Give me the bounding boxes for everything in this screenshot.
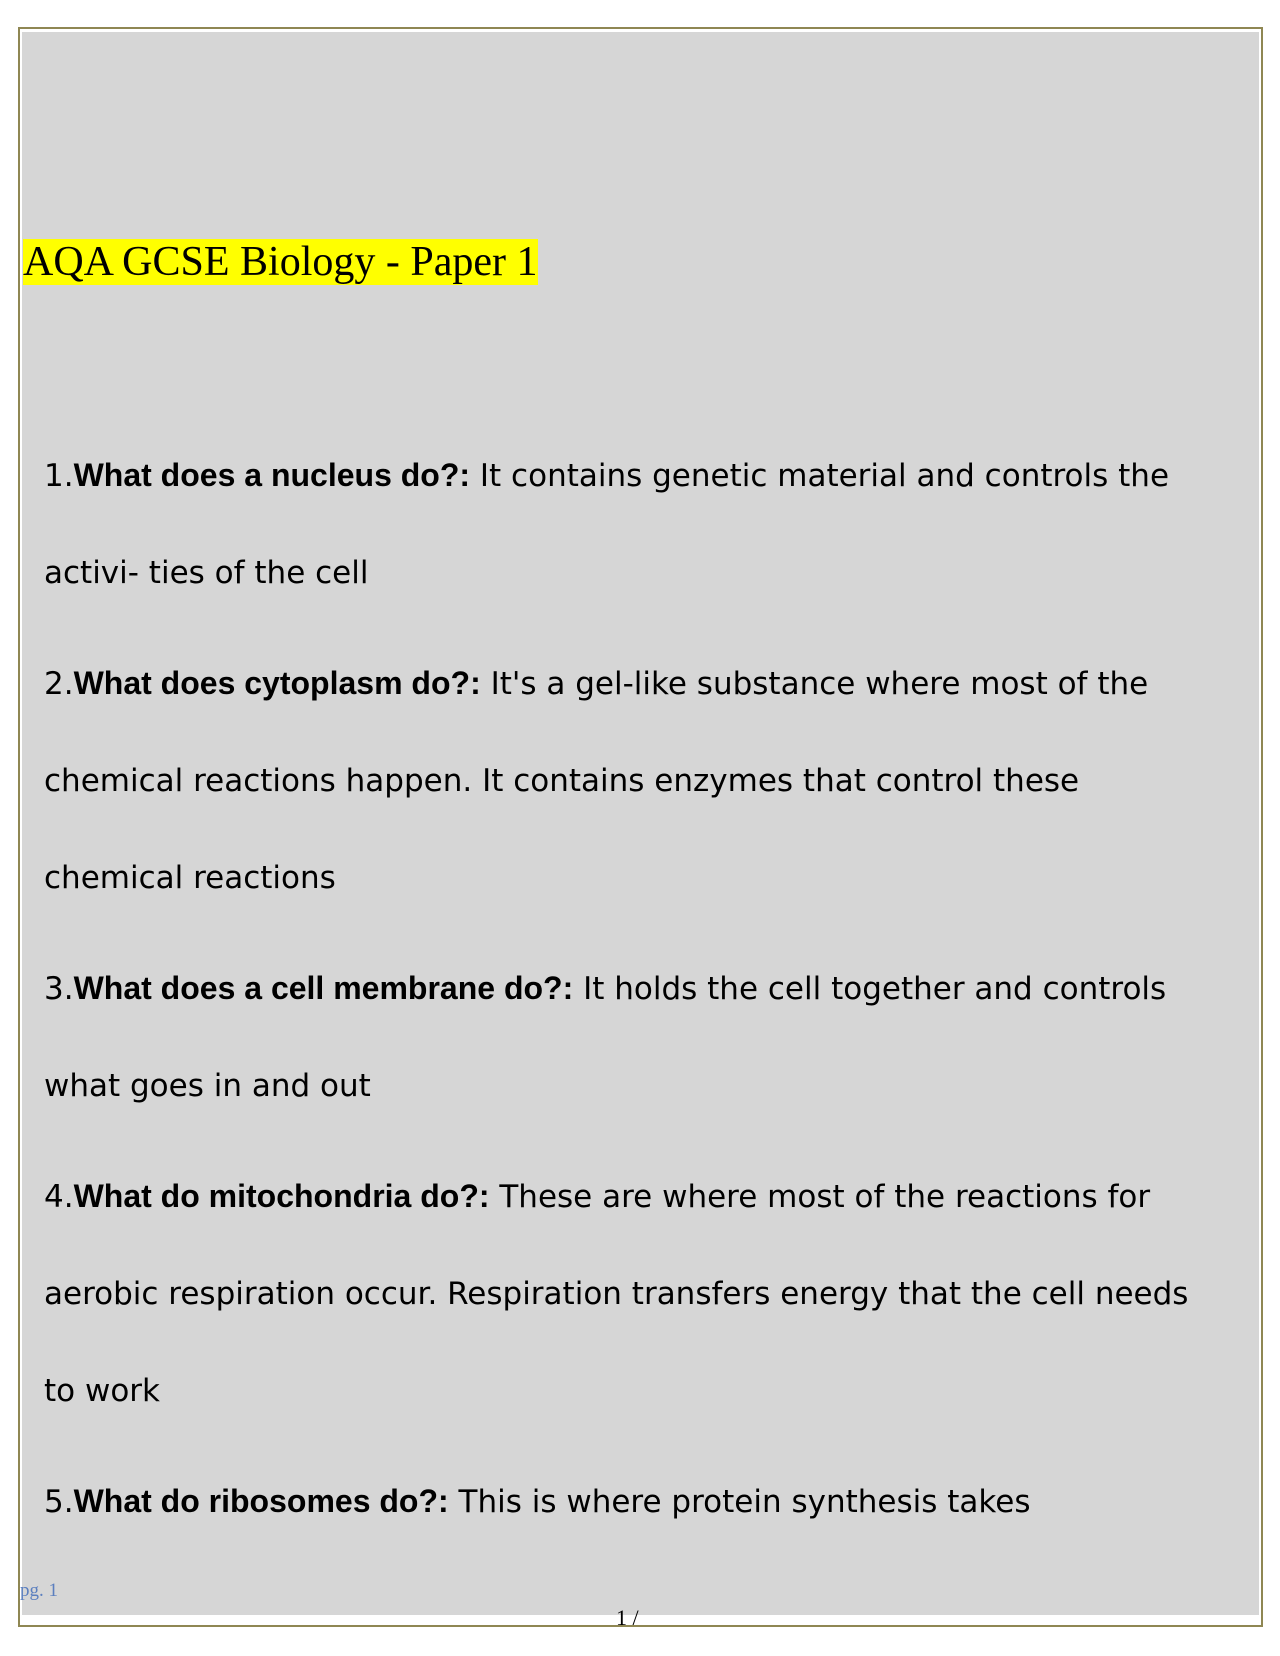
question-text: What does a nucleus do?: [73, 457, 471, 493]
qa-item [44, 940, 1214, 1135]
page-counter: 1 / [616, 1605, 639, 1630]
item-number: 1. [44, 458, 74, 494]
question-text: What does a cell membrane do?: [73, 970, 574, 1006]
qa-item [44, 427, 1214, 622]
qa-item [44, 1453, 1214, 1551]
document-title [23, 237, 540, 287]
page-footer-label: pg. 1 [20, 1580, 58, 1601]
question-text: What do ribosomes do?: [73, 1483, 449, 1519]
item-number: 4. [44, 1179, 74, 1215]
qa-item [44, 635, 1214, 927]
item-number: 3. [44, 971, 74, 1007]
page-content [22, 32, 1259, 1615]
document-page [18, 27, 1263, 1627]
question-text: What do mitochondria do?: [73, 1178, 490, 1214]
answer-text: This is where protein synthesis takes [448, 1484, 1031, 1520]
answer-text: These are where most of the reactions for aerobic respiration occur. Respiration transfers energy that the cell needs to work [44, 1179, 1189, 1409]
qa-list [44, 427, 1214, 1564]
item-number: 2. [44, 666, 74, 702]
answer-text: It contains genetic material and controls the activi- ties of the cell [44, 458, 1170, 591]
question-text: What does cytoplasm do?: [73, 665, 481, 701]
item-number: 5. [44, 1484, 74, 1520]
answer-text: It holds the cell together and controls what goes in and out [44, 971, 1167, 1104]
answer-text: It's a gel-like substance where most of the chemical reactions happen. It contains enzymes that control these chemical reactions [44, 666, 1149, 896]
title-highlight: AQA GCSE Biology - Paper 1 [23, 239, 538, 285]
qa-item [44, 1148, 1214, 1440]
